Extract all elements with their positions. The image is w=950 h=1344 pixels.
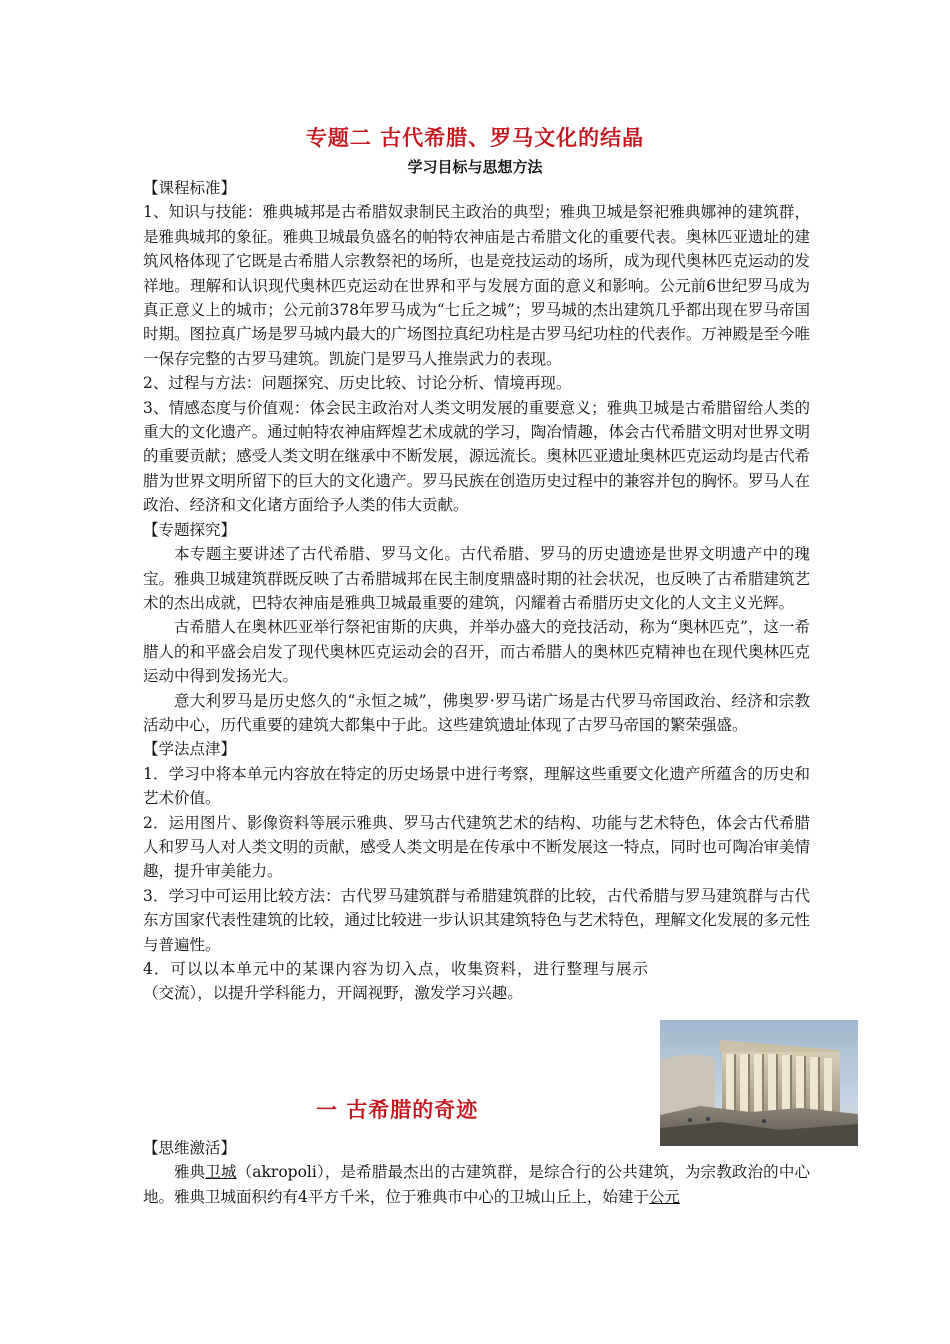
explore-paragraph-1: 本专题主要讲述了古代希腊、罗马文化。古代希腊、罗马的历史遗迹是世界文明遗产中的瑰宝。雅典卫城建筑群既反映了古希腊城邦在民主制度鼎盛时期的社会状况，也反映了古希腊建筑艺术的杰出成就，巴特农神庙是雅典卫城最重要的建筑，闪耀着古希腊历史文化的人文主义光辉。	[143, 545, 810, 612]
main-content	[143, 176, 810, 1006]
explore-paragraph-2: 古希腊人在奥林匹亚举行祭祀宙斯的庆典，并举办盛大的竞技活动，称为“奥林匹克”，这一希腊人的和平盛会启发了现代奥林匹克运动会的召开，而古希腊人的奥林匹克精神也在现代奥林匹克运动中得到发扬光大。	[143, 618, 810, 686]
method-paragraph-3: 3．学习中可运用比较方法：古代罗马建筑群与希腊建筑群的比较，古代希腊与罗马建筑群与古代东方国家代表性建筑的比较，通过比较进一步认识其建筑特色与艺术特色，理解文化发展的多元性与普遍性。	[143, 886, 810, 954]
lesson-heading: 【思维激活】	[143, 1139, 237, 1157]
method-paragraph-1: 1．学习中将本单元内容放在特定的历史场景中进行考察，理解这些重要文化遗产所蕴含的历史和艺术价值。	[143, 764, 810, 808]
explore-paragraph-3: 意大利罗马是历史悠久的“永恒之城”，佛奥罗·罗马诺广场是古代罗马帝国政治、经济和宗教活动中心，历代重要的建筑大都集中于此。这些建筑遗址体现了古罗马帝国的繁荣强盛。	[143, 691, 810, 734]
standard-paragraph-3: 3、情感态度与价值观：体会民主政治对人类文明发展的重要意义；雅典卫城是古希腊留给人类的重大的文化遗产。通过帕特农神庙辉煌艺术成就的学习，陶冶情趣，体会古代希腊文明对世界文明的重要贡献；感受人类文明在继承中不断发展，源远流长。奥林匹亚遗址奥林匹克运动均是古代希腊为世界文明所留下的巨大的文化遗产。罗马民族在创造历史过程中的兼容并包的胸怀。罗马人在政治、经济和文化诸方面给予人类的伟大贡献。	[143, 398, 810, 515]
standard-heading: 【课程标准】	[143, 179, 237, 197]
lesson-content	[143, 1136, 810, 1209]
acropolis-link[interactable]: 卫城	[205, 1163, 237, 1182]
lesson-paragraph-1	[143, 1160, 810, 1209]
method-paragraph-2: 2．运用图片、影像资料等展示雅典、罗马古代建筑艺术的结构、功能与艺术特色，体会古代希腊人和罗马人对人类文明的贡献，感受人类文明是在传承中不断发展这一特点，同时也可陶冶审美情趣，提升审美能力。	[143, 813, 810, 881]
acropolis-photo	[660, 1020, 858, 1146]
standard-paragraph-2: 2、过程与方法：问题探究、历史比较、讨论分析、情境再现。	[143, 374, 572, 393]
explore-heading: 【专题探究】	[143, 520, 237, 539]
standard-paragraph-1: 1、知识与技能：雅典城邦是古希腊奴隶制民主政治的典型；雅典卫城是祭祀雅典娜神的建筑群，是雅典城邦的象征。雅典卫城最负盛名的帕特农神庙是古希腊文化的重要代表。奥林匹亚遗址的建筑风格体现了它既是古希腊人宗教祭祀的场所，也是竞技运动的场所，成为现代奥林匹克运动的发祥地。理解和认识现代奥林匹克运动在世界和平与发展方面的意义和影响。公元前6世纪罗马成为真正意义上的城市；公元前378年罗马成为“七丘之城”；罗马城的杰出建筑几乎都出现在罗马帝国时期。图拉真广场是罗马城内最大的广场图拉真纪功柱是古罗马纪功柱的代表作。万神殿是至今唯一保存完整的古罗马建筑。凯旋门是罗马人推崇武力的表现。	[143, 203, 810, 368]
lesson-text-b: （akropoli），是希腊最杰出的古建筑群，是综合行的公共建筑，为宗教政治的中心地。雅典卫城面积约有4平方千米，位于雅典市中心的卫城山丘上，始建于	[143, 1163, 810, 1206]
page-title: 专题二 古代希腊、罗马文化的结晶	[305, 126, 645, 150]
era-link[interactable]: 公元	[648, 1187, 680, 1206]
method-heading: 【学法点津】	[143, 740, 237, 759]
page-subtitle: 学习目标与思想方法	[407, 158, 543, 176]
lesson-text-a: 雅典	[174, 1163, 206, 1182]
method-paragraph-4: 4．可以以本单元中的某课内容为切入点，收集资料，进行整理与展示（交流），以提升学科能力，开阔视野，激发学习兴趣。	[143, 960, 648, 1003]
lesson-title: 一 古希腊的奇迹	[316, 1098, 479, 1122]
